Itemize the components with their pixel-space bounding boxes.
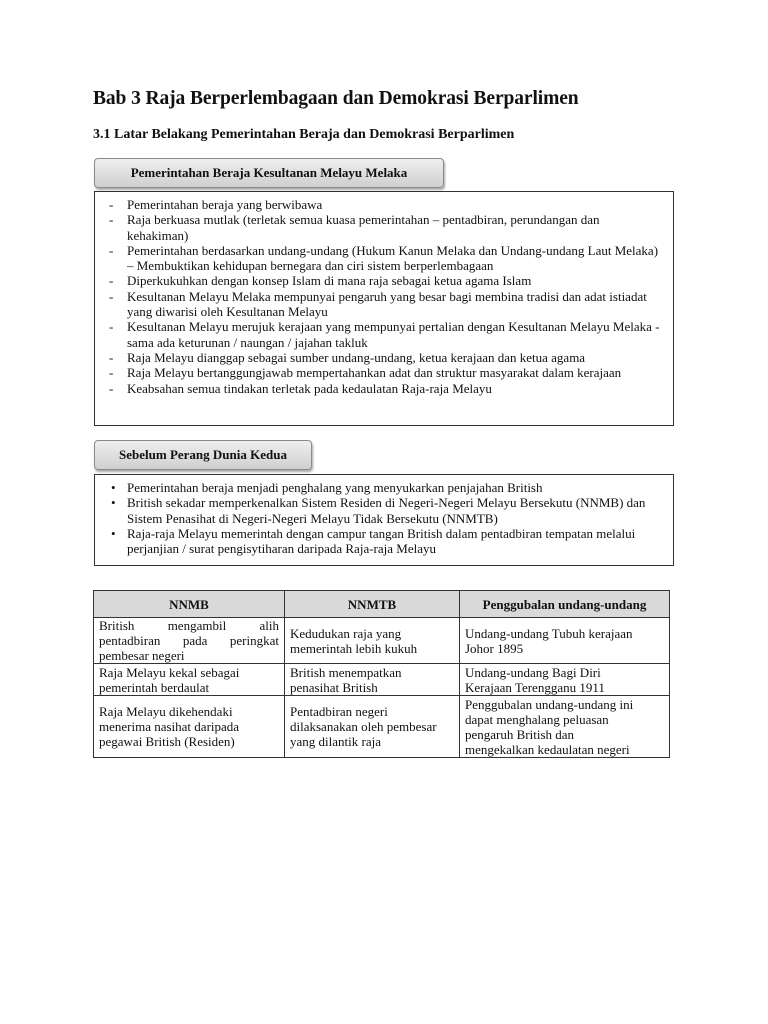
cell-line: yang dilantik raja xyxy=(290,734,381,749)
list-item: - Raja Melayu bertanggungjawab mempertahankan adat dan struktur masyarakat dalam kerajaan xyxy=(109,365,663,380)
table-cell xyxy=(285,664,460,696)
cell-line: Kerajaan Terengganu 1911 xyxy=(465,679,605,695)
table-row xyxy=(94,696,670,758)
list-item: - Pemerintahan berdasarkan undang-undang (Hukum Kanun Melaka dan Undang-undang Laut Melaka) – Membuktikan kehidupan bernegara dan ciri sistem berperlembagaan xyxy=(109,243,663,274)
cell-line: Undang-undang Tubuh kerajaan xyxy=(465,625,633,641)
header-law: Penggubalan undang-undang xyxy=(460,591,670,618)
cell-line: Raja Melayu dikehendaki xyxy=(99,704,233,719)
table-cell xyxy=(285,618,460,664)
cell-line: memerintah lebih kukuh xyxy=(290,640,418,656)
cell-line: Johor 1895 xyxy=(465,640,524,656)
pre-war-points-list xyxy=(105,480,663,556)
pre-war-points-box xyxy=(94,474,674,566)
cell-line: Undang-undang Bagi Diri xyxy=(465,664,601,680)
cell-line: Penggubalan undang-undang ini xyxy=(465,696,634,712)
cell-line: pembesar negeri xyxy=(99,648,185,663)
table-cell xyxy=(460,696,670,758)
cell-line: pemerintah berdaulat xyxy=(99,679,210,695)
list-item: • British sekadar memperkenalkan Sistem Residen di Negeri-Negeri Melayu Bersekutu (NNMB) dan Sistem Penasihat di Negeri-Negeri Melayu Tidak Bersekutu (NNMTB) xyxy=(105,495,663,526)
table-cell xyxy=(94,664,285,696)
table-cell xyxy=(94,696,285,758)
table-header-row xyxy=(94,591,670,618)
melaka-points-box xyxy=(94,191,674,426)
cell-line: menerima nasihat daripada xyxy=(99,719,240,734)
section-tab-label: Pemerintahan Beraja Kesultanan Melayu Melaka xyxy=(130,165,408,180)
cell-line: penasihat British xyxy=(290,679,378,695)
cell-line: pegawai British (Residen) xyxy=(99,734,235,749)
cell-line: mengekalkan kedaulatan negeri xyxy=(465,741,630,757)
cell-line: Pentadbiran negeri xyxy=(290,704,388,719)
cell-line: British menempatkan xyxy=(290,664,402,680)
list-item: • Raja-raja Melayu memerintah dengan campur tangan British dalam pentadbiran tempatan melalui perjanjian / surat pengisytiharan daripada Raja-raja Melayu xyxy=(105,526,663,557)
cell-line: Kedudukan raja yang xyxy=(290,625,402,641)
list-item: • Pemerintahan beraja menjadi penghalang yang menyukarkan penjajahan British xyxy=(105,480,663,495)
cell-line: pentadbiran pada peringkat xyxy=(99,633,279,648)
list-item: - Raja berkuasa mutlak (terletak semua kuasa pemerintahan – pentadbiran, perundangan dan kehakiman) xyxy=(109,212,663,243)
section-tab-melaka xyxy=(94,158,444,188)
section-tab-pre-war xyxy=(94,440,312,470)
comparison-table xyxy=(93,590,670,758)
table-cell xyxy=(94,618,285,664)
table-cell xyxy=(460,618,670,664)
list-item: - Raja Melayu dianggap sebagai sumber undang-undang, ketua kerajaan dan ketua agama xyxy=(109,350,663,365)
page-title: Bab 3 Raja Berperlembagaan dan Demokrasi Berparlimen xyxy=(93,88,579,109)
melaka-points-list xyxy=(109,197,663,396)
header-nnmtb: NNMTB xyxy=(285,591,460,618)
list-item: - Keabsahan semua tindakan terletak pada kedaulatan Raja-raja Melayu xyxy=(109,381,663,396)
list-item: - Diperkukuhkan dengan konsep Islam di mana raja sebagai ketua agama Islam xyxy=(109,273,663,288)
section-tab-label: Sebelum Perang Dunia Kedua xyxy=(119,447,287,462)
table-row xyxy=(94,618,670,664)
section-title: 3.1 Latar Belakang Pemerintahan Beraja dan Demokrasi Berparlimen xyxy=(93,127,515,142)
list-item: - Pemerintahan beraja yang berwibawa xyxy=(109,197,663,212)
table-cell xyxy=(285,696,460,758)
cell-line: dapat menghalang peluasan xyxy=(465,711,609,727)
list-item: - Kesultanan Melayu Melaka mempunyai pengaruh yang besar bagi membina tradisi dan adat istiadat yang diwarisi oleh Kesultanan Melayu xyxy=(109,289,663,320)
table-row xyxy=(94,664,670,696)
cell-line: pengaruh British dan xyxy=(465,726,575,742)
list-item: - Kesultanan Melayu merujuk kerajaan yang mempunyai pertalian dengan Kesultanan Melayu Melaka - sama ada keturunan / naungan / jajahan takluk xyxy=(109,319,663,350)
header-nnmb: NNMB xyxy=(94,591,285,618)
cell-line: Raja Melayu kekal sebagai xyxy=(99,664,240,680)
cell-line: British mengambil alih xyxy=(99,618,279,633)
table-cell xyxy=(460,664,670,696)
cell-line: dilaksanakan oleh pembesar xyxy=(290,719,437,734)
